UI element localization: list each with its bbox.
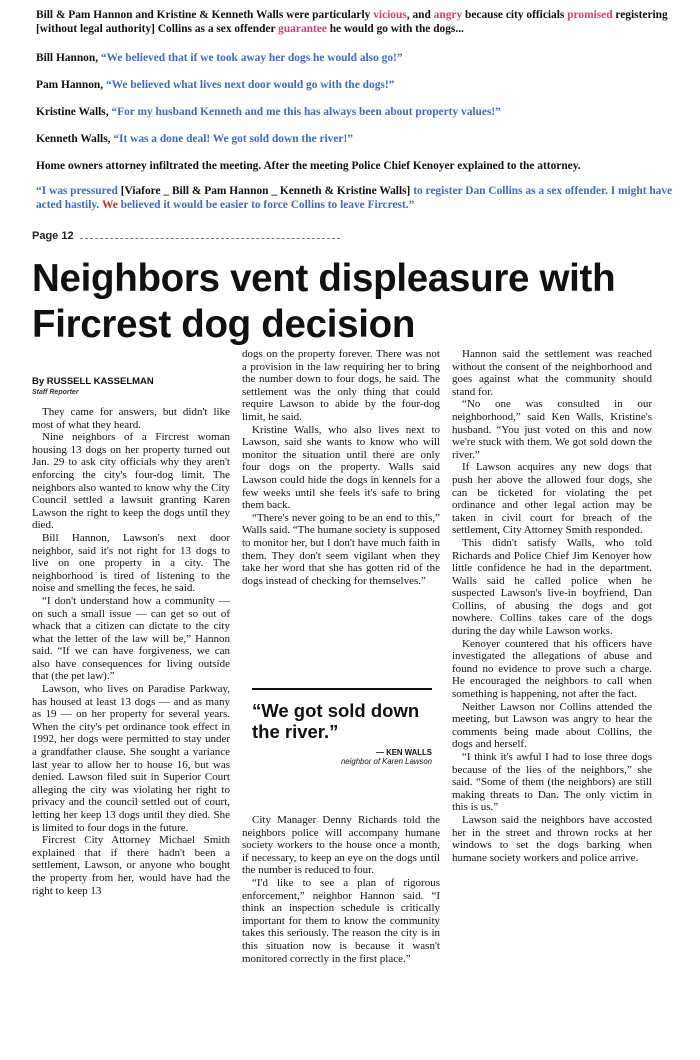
article-column-1	[32, 406, 230, 897]
note-speaker: Pam Hannon,	[36, 79, 106, 91]
note-kristine-walls	[36, 105, 696, 119]
article-column-2	[242, 348, 440, 587]
note-text: Home owners attorney infiltrated the meeting. After the meeting Police Chief Kenoyer explained to the attorney.	[36, 160, 581, 172]
note-bill-hannon	[36, 51, 696, 65]
paragraph: “There's never going to be an end to this,” Walls said. “The humane society is supposed to monitor her, but I don't have much faith in them. They don't seem vigilant when they take her word that she has gotten rid of the dogs instead of checking for themselves.”	[242, 511, 440, 587]
page-rule	[80, 238, 340, 239]
note-highlight: promised	[567, 9, 613, 21]
paragraph: “I think it's awful I had to lose three dogs because of the lies of the neighbors,” she said. “Some of them (the neighbors) are still making threats to Dan. The only victim in this is us.”	[452, 751, 652, 814]
note-text: he would go with the dogs...	[326, 23, 464, 35]
note-kenneth-walls	[36, 132, 696, 146]
page-label: Page 12	[32, 230, 74, 242]
paragraph: Kristine Walls, who also lives next to Lawson, said she wants to know who will monitor the situation until there are only four dogs on the property. Walls said Lawson could hide the dogs in kennels for a few weeks until she feels it's safe to bring them back.	[242, 423, 440, 512]
note-hannons-walls	[36, 8, 696, 36]
article-headline: Neighbors vent displeasure with Fircrest dog decision	[32, 257, 616, 346]
pull-quote-role: neighbor of Karen Lawson	[340, 757, 432, 766]
paragraph: Fircrest City Attorney Michael Smith explained that if there hadn't been a settlement, Lawson, or anyone who bought the property from her, would have had the right to keep 13	[32, 834, 230, 897]
paragraph: dogs on the property forever. There was not a provision in the law requiring her to bring the number down to four dogs, he said. The settlement was the only thing that could require Lawson to abide by the four-dog limit, he said.	[242, 348, 440, 423]
note-quote: “We believed that if we took away her dogs he would also go!”	[100, 52, 403, 64]
note-quote: believed it would be easier to force Collins to leave Fircrest.”	[117, 199, 415, 211]
note-speaker: Bill Hannon,	[36, 52, 101, 64]
note-names: [Viafore _ Bill & Pam Hannon _ Kenneth & Kristine Walls]	[120, 185, 411, 197]
pull-quote	[252, 688, 432, 766]
note-attorney	[36, 159, 696, 173]
paragraph: Neither Lawson nor Collins attended the meeting, but Lawson was angry to hear the comments being made about Collins, the dogs and herself.	[452, 700, 652, 751]
paragraph: Lawson, who lives on Paradise Parkway, has housed at least 13 dogs — and as many as 19 — on her property for several years. When the city's pet ordinance took effect in 1992, her dogs were permitted to stay under a grandfather clause. She sought a variance last year to allow her to house 16, but was denied. Lawson filed suit in Superior Court alleging the city was violating her right to privacy and the council settled out of court, letting her keep 13 dogs until they died. She is limited to four dogs in the future.	[32, 683, 230, 834]
note-text: registering [without legal authority] Collins as a sex offender	[36, 9, 668, 35]
pull-quote-rule	[252, 688, 432, 690]
paragraph: “No one was consulted in our neighborhood,” said Ken Walls, Kristine's husband. “You just voted on this and now we're stuck with them. We got sold down the river.”	[452, 398, 652, 461]
note-text: because city officials	[462, 9, 568, 21]
newspaper-clipping	[20, 222, 680, 1054]
note-highlight: vicious	[373, 9, 407, 21]
paragraph: If Lawson acquires any new dogs that push her above the allowed four dogs, she can be ticketed for violating the pet ordinance and other legal action may be taken in civil court for breach of the settlement, City Attorney Smith responded.	[452, 461, 652, 537]
note-highlight: guarantee	[278, 23, 327, 35]
pull-quote-text: “We got sold down the river.”	[252, 700, 420, 742]
note-speaker: Kristine Walls,	[36, 106, 112, 118]
note-quote: “It was a done deal! We got sold down the river!”	[113, 133, 353, 145]
note-text: , and	[406, 9, 434, 21]
note-speaker: Kenneth Walls,	[36, 133, 114, 145]
note-pam-hannon	[36, 78, 696, 92]
paragraph: City Manager Denny Richards told the neighbors police will accompany humane society workers to the house once a month, if necessary, to keep an eye on the dogs until the number is reduced to four.	[242, 814, 440, 877]
paragraph: Kenoyer countered that his officers have investigated the allegations of abuse and found no evidence to prove such a charge. He encouraged the neighbors to call when something is happening, not after the fact.	[452, 637, 652, 701]
article-byline: By RUSSELL KASSELMAN	[32, 376, 154, 387]
article-column-2-continued	[242, 814, 440, 965]
note-quote: to register Dan Collins as a sex offender. I might have acted hastily.	[36, 185, 673, 211]
note-highlight: We	[101, 199, 118, 211]
note-quote: “For my husband Kenneth and me this has always been about property values!”	[111, 106, 501, 118]
paragraph: Lawson said the neighbors have accosted her in the street and thrown rocks at her windows to set the dogs barking when humane society workers and police arrive.	[452, 813, 652, 864]
paragraph: They came for answers, but didn't like most of what they heard.	[32, 406, 230, 431]
note-kenoyer-quote	[36, 184, 696, 212]
paragraph: “I don't understand how a community — on such a small issue — can get so out of whack that a citizen can dictate to the city what the letter of the law will be,” Hannon said. “If we can have forgiveness, we can also have consequences for living outside that (the pet law).”	[32, 594, 230, 683]
paragraph: Nine neighbors of a Fircrest woman housing 13 dogs on her property turned out Jan. 29 to ask city officials why they aren't enforcing the city's four-dog limit. The neighbors also wanted to know why the City Council settled a lawsuit granting Karen Lawson the right to keep the dogs until they died.	[32, 431, 230, 532]
paragraph: This didn't satisfy Walls, who told Richards and Police Chief Jim Kenoyer how little confidence he had in the department. Walls said he called police when he suspected Lawson's live-in boyfriend, Dan Collins, of abusing the dogs and got nowhere. Collins takes care of the dogs during the day while Lawson works.	[452, 536, 652, 638]
paragraph: Bill Hannon, Lawson's next door neighbor, said it's not right for 13 dogs to live on one property in a city. The neighborhood is tired of listening to the noise and smelling the feces, he said.	[32, 531, 230, 595]
paragraph: “I'd like to see a plan of rigorous enforcement,” neighbor Hannon said. “I think an inspection schedule is critically important for them to know the community takes this seriously. The reason the city is in this situation now is because it wasn't monitored correctly in the first place.”	[242, 876, 440, 965]
note-quote: “We believed what lives next door would go with the dogs!”	[105, 79, 395, 91]
byline-role: Staff Reporter	[32, 389, 79, 396]
paragraph: Hannon said the settlement was reached without the consent of the neighborhood and goes against what the community should stand for.	[452, 348, 652, 398]
note-quote: “I was pressured	[36, 185, 121, 197]
note-text: Bill & Pam Hannon and Kristine & Kenneth Walls were particularly	[36, 9, 374, 21]
note-highlight: angry	[433, 9, 463, 21]
pull-quote-attribution: — KEN WALLS	[376, 748, 432, 757]
article-column-3	[452, 348, 652, 864]
